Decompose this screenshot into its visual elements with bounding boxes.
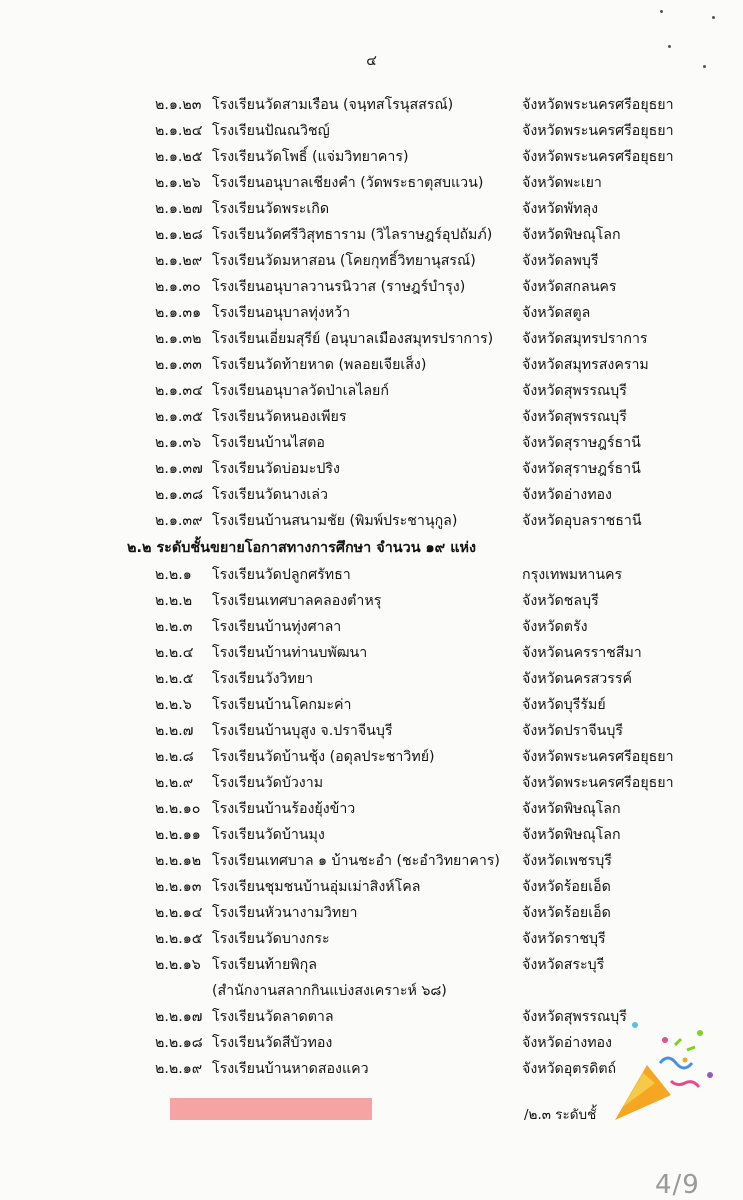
- item-number: ๒.๑.๒๗: [155, 201, 203, 217]
- item-number: ๒.๒.๓: [155, 619, 193, 635]
- school-name: โรงเรียนวัดหนองเพียร: [212, 409, 347, 425]
- school-name: โรงเรียนวัดมหาสอน (โคยกุทธิ์วิทยานุสรณ์): [212, 253, 476, 269]
- item-number: ๒.๒.๑๙: [155, 1061, 203, 1077]
- item-number: ๒.๒.๑๓: [155, 879, 202, 895]
- item-number: ๒.๑.๓๐: [155, 279, 201, 295]
- item-number: ๒.๒.๕: [155, 671, 194, 687]
- school-name: โรงเรียนชุมชนบ้านอุ่มเม่าสิงห์โคล: [212, 879, 421, 895]
- list-item: [0, 952, 743, 978]
- item-number: ๒.๑.๒๖: [155, 175, 201, 191]
- school-name: โรงเรียนปัณณวิชญ์: [212, 123, 330, 139]
- item-number: ๒.๒.๑: [155, 567, 192, 583]
- school-name: โรงเรียนอนุบาลเชียงคำ (วัดพระธาตุสบแวน): [212, 175, 484, 191]
- list-item: [0, 900, 743, 926]
- school-name: โรงเรียนเอี่ยมสุรีย์ (อนุบาลเมืองสมุทรปราการ): [212, 331, 494, 347]
- province-name: จังหวัดอ่างทอง: [522, 1035, 612, 1051]
- item-number: ๒.๑.๓๒: [155, 331, 202, 347]
- province-name: จังหวัดนครราชสีมา: [522, 645, 642, 661]
- province-name: กรุงเทพมหานคร: [522, 567, 623, 583]
- school-name: โรงเรียนบ้านทุ่งศาลา: [212, 619, 342, 635]
- item-number: ๒.๑.๓๙: [155, 513, 203, 529]
- redaction-bar: [170, 1098, 372, 1120]
- school-name: โรงเรียนวัดบ่อมะปริง: [212, 461, 340, 477]
- list-item: [0, 326, 743, 352]
- province-name: จังหวัดเพชรบุรี: [522, 853, 612, 869]
- page-number: ๔: [366, 53, 377, 69]
- school-name: โรงเรียนวัดศรีวิสุทธาราม (วิไลราษฎร์อุปถัมภ์): [212, 227, 493, 243]
- province-name: จังหวัดสมุทรสงคราม: [522, 357, 649, 373]
- list-item: [0, 456, 743, 482]
- item-number: ๒.๒.๙: [155, 775, 194, 791]
- item-number: ๒.๒.๑๔: [155, 905, 203, 921]
- list-item: [0, 562, 743, 588]
- item-number: ๒.๑.๓๔: [155, 383, 203, 399]
- list-item: [0, 640, 743, 666]
- list-item: [0, 482, 743, 508]
- province-name: จังหวัดสุราษฎร์ธานี: [522, 461, 641, 477]
- school-name: โรงเรียนบ้านหาดสองแคว: [212, 1061, 369, 1077]
- list-item: [0, 744, 743, 770]
- list-item: [0, 222, 743, 248]
- section-2-1-rows: [0, 92, 743, 534]
- list-item: [0, 92, 743, 118]
- school-name: โรงเรียนวัดบัวงาม: [212, 775, 324, 791]
- school-list: [0, 92, 743, 1082]
- school-name: โรงเรียนอนุบาลวัดป่าเลไลยก์: [212, 383, 389, 399]
- province-name: จังหวัดพระนครศรีอยุธยา: [522, 749, 674, 765]
- province-name: จังหวัดชลบุรี: [522, 593, 599, 609]
- item-number: ๒.๑.๓๓: [155, 357, 202, 373]
- list-item: [0, 196, 743, 222]
- item-number: ๒.๑.๓๘: [155, 487, 204, 503]
- list-item: [0, 300, 743, 326]
- item-number: ๒.๒.๒: [155, 593, 193, 609]
- scan-speck: [712, 16, 715, 19]
- province-name: จังหวัดอุบลราชธานี: [522, 513, 642, 529]
- province-name: จังหวัดสกลนคร: [522, 279, 617, 295]
- school-name: โรงเรียนวัดท้ายหาด (พลอยเจียเส็ง): [212, 357, 427, 373]
- province-name: จังหวัดพระนครศรีอยุธยา: [522, 123, 674, 139]
- province-name: จังหวัดสุราษฎร์ธานี: [522, 435, 641, 451]
- province-name: จังหวัดพระนครศรีอยุธยา: [522, 149, 674, 165]
- list-item: [0, 978, 743, 1004]
- list-item: [0, 848, 743, 874]
- school-name: โรงเรียนวัดบ้านชุ้ง (อดุลประชาวิทย์): [212, 749, 435, 765]
- item-number: ๒.๒.๔: [155, 645, 194, 661]
- school-name: โรงเรียนเทศบาลคลองตำหรุ: [212, 593, 382, 609]
- list-item: [0, 378, 743, 404]
- province-name: จังหวัดพะเยา: [522, 175, 602, 191]
- province-name: จังหวัดอ่างทอง: [522, 487, 612, 503]
- list-item: [0, 614, 743, 640]
- province-name: จังหวัดพิษณุโลก: [522, 827, 621, 843]
- province-name: จังหวัดตรัง: [522, 619, 588, 635]
- list-item: [0, 404, 743, 430]
- school-name: โรงเรียนบ้านสนามชัย (พิมพ์ประชานุกูล): [212, 513, 458, 529]
- school-name: (สำนักงานสลากกินแบ่งสงเคราะห์ ๖๘): [212, 983, 447, 999]
- school-name: โรงเรียนวัดบางกระ: [212, 931, 330, 947]
- item-number: ๒.๑.๓๕: [155, 409, 203, 425]
- school-name: โรงเรียนอนุบาลวานรนิวาส (ราษฎร์บำรุง): [212, 279, 466, 295]
- item-number: ๒.๑.๒๙: [155, 253, 203, 269]
- item-number: ๒.๒.๖: [155, 697, 192, 713]
- province-name: จังหวัดสุพรรณบุรี: [522, 409, 627, 425]
- item-number: ๒.๒.๑๖: [155, 957, 201, 973]
- list-item: [0, 352, 743, 378]
- scan-speck: [703, 65, 706, 68]
- section-2-2-rows: [0, 562, 743, 1082]
- item-number: ๒.๑.๒๔: [155, 123, 203, 139]
- province-name: จังหวัดบุรีรัมย์: [522, 697, 606, 713]
- school-name: โรงเรียนบ้านร้องยุ้งข้าว: [212, 801, 356, 817]
- item-number: ๒.๑.๓๗: [155, 461, 203, 477]
- school-name: โรงเรียนวังวิทยา: [212, 671, 314, 687]
- list-item: [0, 508, 743, 534]
- school-name: โรงเรียนวัดสีบัวทอง: [212, 1035, 333, 1051]
- province-name: จังหวัดพัทลุง: [522, 201, 599, 217]
- item-number: ๒.๒.๑๐: [155, 801, 201, 817]
- item-number: ๒.๒.๑๘: [155, 1035, 203, 1051]
- party-popper-icon: [605, 1015, 725, 1135]
- province-name: จังหวัดสุพรรณบุรี: [522, 383, 627, 399]
- school-name: โรงเรียนเทศบาล ๑ บ้านชะอำ (ชะอำวิทยาคาร): [212, 853, 500, 869]
- province-name: จังหวัดร้อยเอ็ด: [522, 905, 611, 921]
- list-item: [0, 588, 743, 614]
- school-name: โรงเรียนบ้านท่านบพัฒนา: [212, 645, 368, 661]
- item-number: ๒.๑.๓๑: [155, 305, 202, 321]
- item-number: ๒.๒.๑๒: [155, 853, 202, 869]
- list-item: [0, 144, 743, 170]
- school-name: โรงเรียนวัดสามเรือน (จนฺทสโรนุสสรณ์): [212, 97, 454, 113]
- province-name: จังหวัดสมุทรปราการ: [522, 331, 648, 347]
- page-counter: 4/9: [655, 1170, 700, 1200]
- list-item: [0, 822, 743, 848]
- province-name: จังหวัดพระนครศรีอยุธยา: [522, 97, 674, 113]
- item-number: ๒.๑.๓๖: [155, 435, 202, 451]
- province-name: จังหวัดลพบุรี: [522, 253, 599, 269]
- list-item: [0, 248, 743, 274]
- item-number: ๒.๒.๑๑: [155, 827, 201, 843]
- section-heading: ๒.๒ ระดับชั้นขยายโอกาสทางการศึกษา จำนวน ๑๙ แห่ง: [127, 540, 477, 556]
- school-name: โรงเรียนวัดโพธิ์ (แจ่มวิทยาคาร): [212, 149, 409, 165]
- province-name: จังหวัดพิษณุโลก: [522, 227, 621, 243]
- province-name: จังหวัดสระบุรี: [522, 957, 605, 973]
- item-number: ๒.๑.๒๕: [155, 149, 203, 165]
- province-name: จังหวัดพระนครศรีอยุธยา: [522, 775, 674, 791]
- school-name: โรงเรียนวัดบ้านมุง: [212, 827, 325, 843]
- list-item: [0, 692, 743, 718]
- list-item: [0, 430, 743, 456]
- school-name: โรงเรียนบ้านโคกมะค่า: [212, 697, 352, 713]
- school-name: โรงเรียนท้ายพิกุล: [212, 957, 317, 973]
- province-name: จังหวัดสุพรรณบุรี: [522, 1009, 627, 1025]
- province-name: จังหวัดพิษณุโลก: [522, 801, 621, 817]
- list-item: [0, 718, 743, 744]
- item-number: ๒.๒.๗: [155, 723, 194, 739]
- school-name: โรงเรียนหัวนางามวิทยา: [212, 905, 358, 921]
- list-item: [0, 770, 743, 796]
- item-number: ๒.๒.๑๕: [155, 931, 203, 947]
- school-name: โรงเรียนวัดลาดตาล: [212, 1009, 334, 1025]
- list-item: [0, 170, 743, 196]
- scan-speck: [660, 10, 663, 13]
- province-name: จังหวัดปราจีนบุรี: [522, 723, 624, 739]
- province-name: จังหวัดสตูล: [522, 305, 591, 321]
- school-name: โรงเรียนวัดปลูกศรัทธา: [212, 567, 351, 583]
- list-item: [0, 796, 743, 822]
- item-number: ๒.๑.๒๓: [155, 97, 202, 113]
- list-item: [0, 874, 743, 900]
- item-number: ๒.๒.๘: [155, 749, 194, 765]
- list-item: [0, 118, 743, 144]
- item-number: ๒.๒.๑๗: [155, 1009, 203, 1025]
- list-item: [0, 926, 743, 952]
- province-name: จังหวัดราชบุรี: [522, 931, 606, 947]
- item-number: ๒.๑.๒๘: [155, 227, 203, 243]
- school-name: โรงเรียนบ้านไสตอ: [212, 435, 325, 451]
- continuation-text: /๒.๓ ระดับชั้: [524, 1107, 597, 1123]
- school-name: โรงเรียนวัดพระเกิด: [212, 201, 330, 217]
- school-name: โรงเรียนอนุบาลทุ่งหว้า: [212, 305, 351, 321]
- list-item: [0, 666, 743, 692]
- province-name: จังหวัดอุตรดิตถ์: [522, 1061, 617, 1077]
- province-name: จังหวัดร้อยเอ็ด: [522, 879, 611, 895]
- scan-speck: [668, 45, 671, 48]
- school-name: โรงเรียนบ้านบุสูง จ.ปราจีนบุรี: [212, 723, 393, 739]
- list-item: [0, 274, 743, 300]
- school-name: โรงเรียนวัดนางเล่ว: [212, 487, 328, 503]
- province-name: จังหวัดนครสวรรค์: [522, 671, 632, 687]
